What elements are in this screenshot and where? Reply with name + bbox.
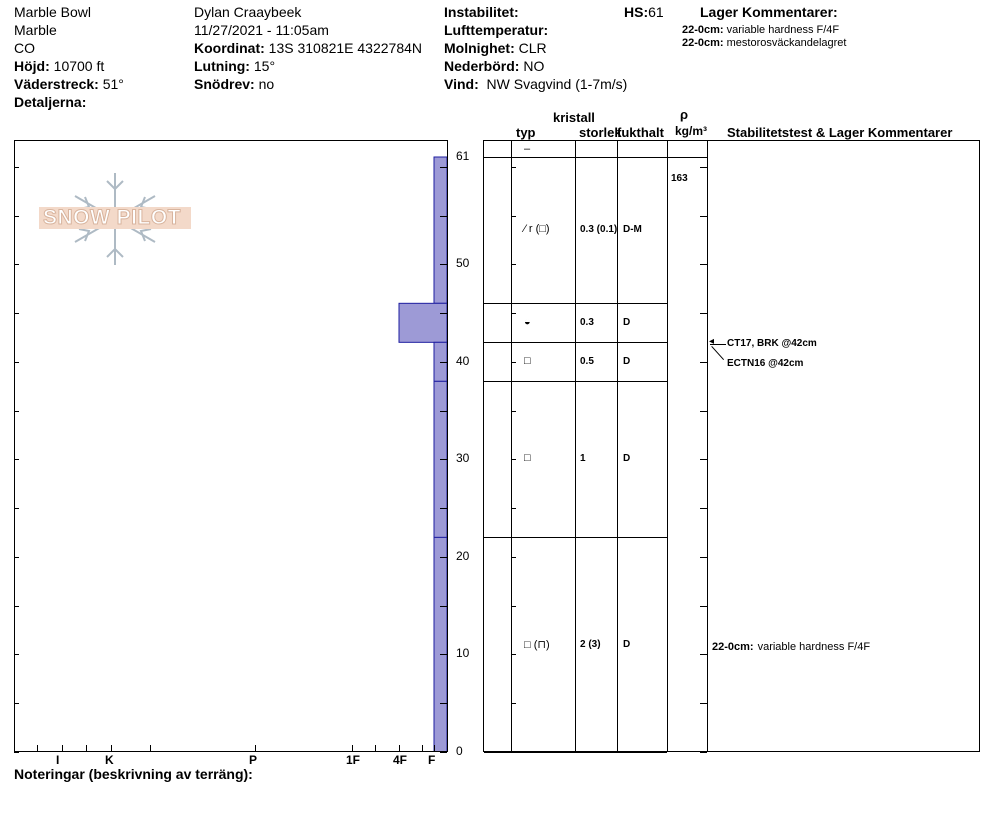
type-tick <box>511 313 516 314</box>
x-tick <box>375 745 376 751</box>
sky-label: Molnighet: <box>444 40 515 56</box>
x-tick <box>111 745 112 751</box>
layer-comment-range: 22-0cm: <box>682 37 724 49</box>
hardness-bar <box>434 537 447 751</box>
y-tick-left <box>14 167 19 168</box>
y-tick-left <box>14 703 19 704</box>
density-tick <box>700 216 707 217</box>
hardness-label: 1F <box>346 753 361 767</box>
layer-boundary <box>484 537 667 538</box>
elevation-label: Höjd: <box>14 58 50 74</box>
y-tick-left <box>14 606 19 607</box>
stability-test: CT17, BRK @42cm <box>727 338 817 350</box>
y-tick-left <box>14 654 19 655</box>
y-tick-right <box>440 411 447 412</box>
y-tick-right <box>440 264 447 265</box>
layer-boundary <box>484 157 707 158</box>
y-tick-label: 10 <box>456 646 470 661</box>
layer-note-range: 22-0cm: <box>712 640 754 653</box>
coordinate-label: Koordinat: <box>194 40 265 56</box>
density-value: 163 <box>671 172 688 184</box>
hardness-label: 4F <box>393 753 408 767</box>
layer-boundary <box>484 342 667 343</box>
density-tick <box>700 313 707 314</box>
grain-type: ⁄ r (□) <box>524 223 550 236</box>
type-tick <box>511 508 516 509</box>
col-density-unit: kg/m³ <box>675 124 708 138</box>
coordinate-value: 13S 310821E 4322784N <box>268 40 423 56</box>
col-divider <box>667 141 668 751</box>
layer-comment-1 <box>682 24 839 36</box>
coordinate-row <box>194 40 422 56</box>
y-tick-right <box>440 654 447 655</box>
hardness-bar <box>434 157 447 303</box>
aspect-label: Väderstreck: <box>14 76 99 92</box>
aspect-value: 51° <box>102 76 124 92</box>
observation-datetime: 11/27/2021 - 11:05am <box>194 22 329 38</box>
wind-row <box>444 76 627 92</box>
density-tick <box>700 557 707 558</box>
layer-boundary <box>484 303 667 304</box>
density-tick <box>700 411 707 412</box>
y-tick-label: 40 <box>456 353 470 368</box>
x-tick <box>352 745 353 751</box>
density-tick <box>700 167 707 168</box>
x-tick <box>422 745 423 751</box>
grain-size: 1 <box>580 453 586 465</box>
details-label: Detaljerna: <box>14 94 87 110</box>
x-tick <box>150 745 151 751</box>
y-tick-right <box>440 167 447 168</box>
x-tick <box>62 745 63 751</box>
grain-size: 0.3 (0.1) <box>580 224 618 236</box>
y-tick-left <box>14 264 19 265</box>
y-tick-right <box>440 362 447 363</box>
grain-type: □ <box>524 354 531 367</box>
x-tick <box>434 745 435 751</box>
y-tick-left <box>14 459 19 460</box>
type-tick <box>511 411 516 412</box>
layer-comment-range: 22-0cm: <box>682 24 724 36</box>
arrow-icon: ◂ <box>709 336 715 348</box>
layer-comment-2 <box>682 37 846 49</box>
type-tick <box>511 167 516 168</box>
type-tick <box>511 703 516 704</box>
x-tick <box>255 745 256 751</box>
hs-row <box>624 4 664 20</box>
layer-boundary <box>484 381 667 382</box>
y-tick-right <box>440 313 447 314</box>
y-tick-left <box>14 557 19 558</box>
moisture-value: D-M <box>623 224 642 236</box>
location-name: Marble Bowl <box>14 4 92 20</box>
hardness-label: P <box>249 753 258 767</box>
notes-label: Noteringar (beskrivning av terräng): <box>14 766 253 782</box>
col-crystal: kristall <box>553 110 595 125</box>
layer-note-text: variable hardness F/4F <box>757 640 871 653</box>
y-tick-label: 0 <box>456 744 463 758</box>
location-area: Marble <box>14 22 57 38</box>
type-tick <box>511 654 516 655</box>
layer-table <box>483 140 980 752</box>
slope-label: Lutning: <box>194 58 250 74</box>
y-tick-label: 61 <box>456 149 470 163</box>
grain-type: □ <box>524 452 531 465</box>
type-tick <box>511 557 516 558</box>
sky-value: CLR <box>518 40 547 56</box>
hs-label: HS: <box>624 4 649 20</box>
density-tick <box>700 752 707 753</box>
y-tick-left <box>14 752 19 753</box>
col-divider <box>707 141 708 751</box>
slope-row <box>194 58 275 74</box>
logo-text: SNOW PILOT <box>43 206 181 229</box>
type-tick <box>511 459 516 460</box>
type-tick <box>511 216 516 217</box>
grain-size: 0.5 <box>580 355 594 367</box>
drift-value: no <box>258 76 275 92</box>
moisture-value: D <box>623 638 631 650</box>
grain-type: ◒ <box>524 315 531 328</box>
grain-size: 0.3 <box>580 316 594 328</box>
location-state: CO <box>14 40 35 56</box>
slope-value: 15° <box>253 58 276 74</box>
y-tick-label: 30 <box>456 451 470 466</box>
y-tick-right <box>440 508 447 509</box>
moisture-value: D <box>623 316 631 328</box>
y-tick-right <box>440 557 447 558</box>
type-tick <box>511 264 516 265</box>
x-tick <box>86 745 87 751</box>
type-tick <box>511 752 516 753</box>
layer-comments-title: Lager Kommentarer: <box>700 4 838 20</box>
y-tick-right <box>440 216 447 217</box>
y-tick-left <box>14 313 19 314</box>
stability-test: ECTN16 @42cm <box>727 358 804 370</box>
col-rho: ρ <box>680 107 689 122</box>
y-tick-right <box>440 459 447 460</box>
col-divider <box>511 141 512 751</box>
sky-row <box>444 40 547 56</box>
density-tick <box>700 264 707 265</box>
wind-label: Vind: <box>444 76 479 92</box>
elevation-row <box>14 58 104 74</box>
precip-label: Nederbörd: <box>444 58 520 74</box>
wind-value: NW Svagvind (1-7m/s) <box>486 76 628 92</box>
y-tick-left <box>14 411 19 412</box>
density-tick <box>700 362 707 363</box>
precip-value: NO <box>523 58 545 74</box>
airtemp-label: Lufttemperatur: <box>444 22 549 38</box>
y-tick-label: 20 <box>456 548 470 563</box>
layer-comment-text: mestorosväckandelagret <box>726 37 847 49</box>
surface-grain: – <box>524 143 531 155</box>
y-tick-right <box>440 606 447 607</box>
type-tick <box>511 606 516 607</box>
y-tick-right <box>440 703 447 704</box>
layer-note <box>712 641 870 653</box>
arrow-line <box>711 346 724 360</box>
density-tick <box>700 459 707 460</box>
precip-row <box>444 58 544 74</box>
col-type: typ <box>516 125 536 140</box>
elevation-value: 10700 ft <box>53 58 105 74</box>
aspect-row <box>14 76 124 92</box>
density-tick <box>700 606 707 607</box>
hardness-label: I <box>56 753 60 767</box>
moisture-value: D <box>623 355 631 367</box>
y-tick-left <box>14 508 19 509</box>
grain-size: 2 (3) <box>580 638 601 650</box>
instability-label: Instabilitet: <box>444 4 519 20</box>
hardness-label: F <box>428 753 436 767</box>
y-tick-right <box>440 752 447 753</box>
grain-type: □ (⊓) <box>524 638 550 651</box>
hardness-profile-chart <box>14 140 448 752</box>
y-tick-left <box>14 216 19 217</box>
y-tick-label: 50 <box>456 256 470 271</box>
type-tick <box>511 362 516 363</box>
drift-label: Snödrev: <box>194 76 255 92</box>
col-stability: Stabilitetstest & Lager Kommentarer <box>727 125 953 140</box>
hs-value: 61 <box>648 4 664 20</box>
density-tick <box>700 508 707 509</box>
x-tick <box>37 745 38 751</box>
col-size: storlek <box>579 125 622 140</box>
hardness-bar <box>399 303 447 342</box>
density-tick <box>700 654 707 655</box>
hardness-label: K <box>105 753 114 767</box>
y-tick-left <box>14 362 19 363</box>
density-tick <box>700 703 707 704</box>
moisture-value: D <box>623 453 631 465</box>
hardness-bars <box>15 141 447 751</box>
observer-name: Dylan Craaybeek <box>194 4 302 20</box>
col-moisture: fukthalt <box>617 125 664 140</box>
col-divider <box>575 141 576 751</box>
x-tick <box>399 745 400 751</box>
layer-comment-text: variable hardness F/4F <box>726 24 840 36</box>
drift-row <box>194 76 274 92</box>
